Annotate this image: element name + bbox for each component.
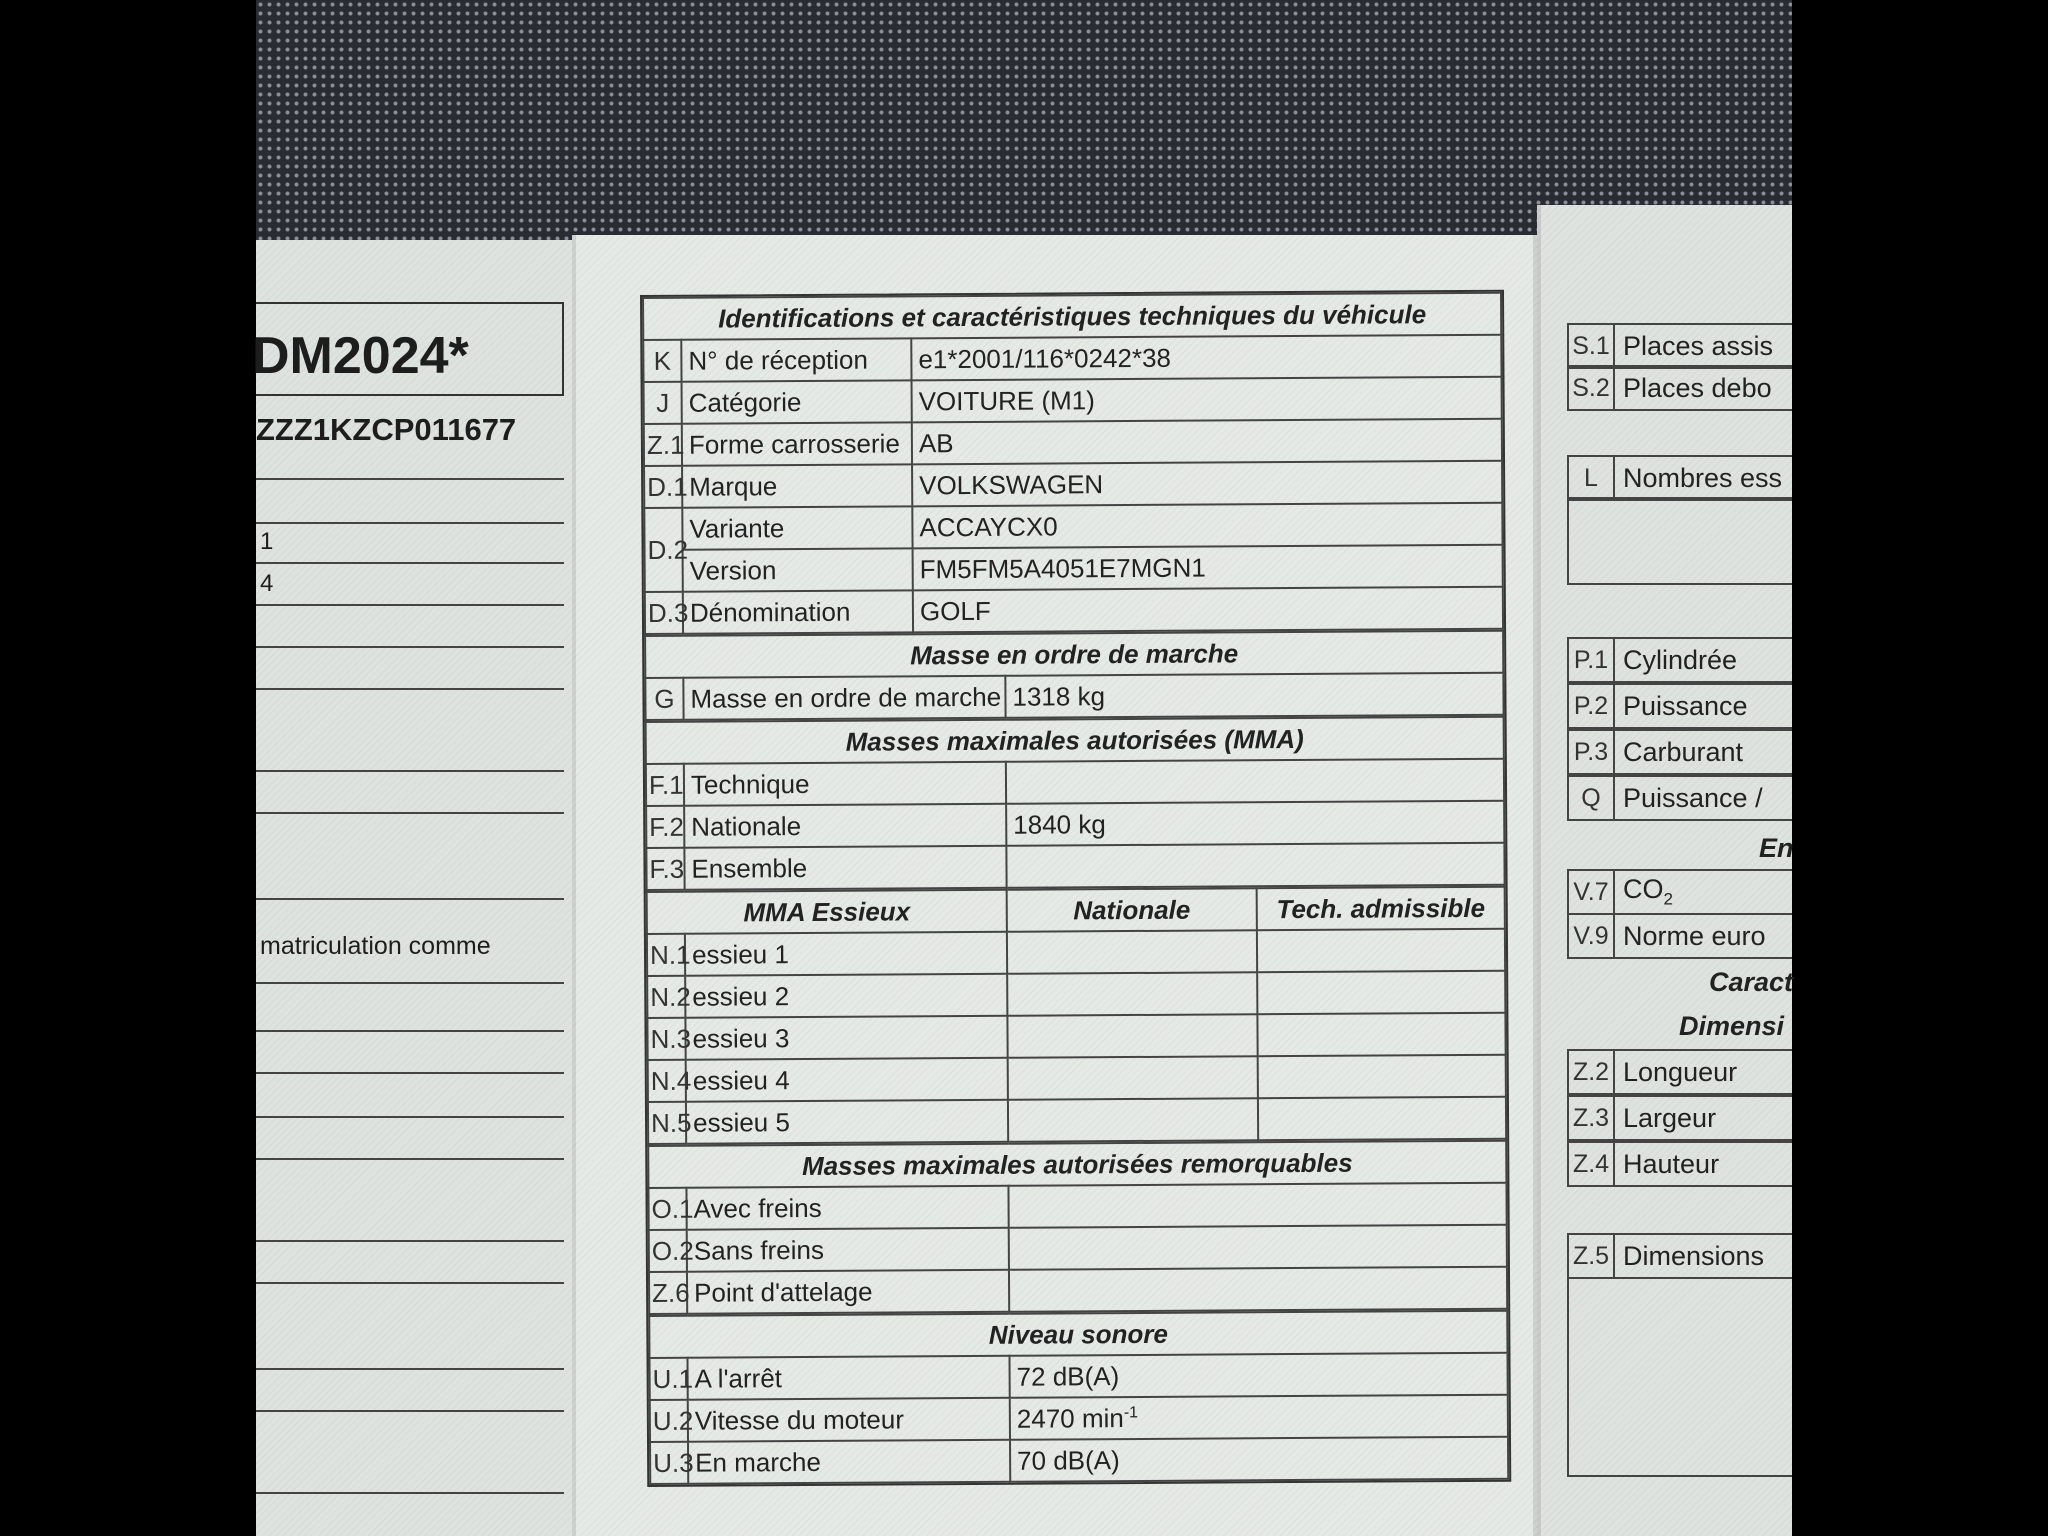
- engine-speed-value: 2470 min: [1016, 1402, 1124, 1434]
- vin-fragment: ZZZ1KZCP011677: [256, 412, 517, 447]
- row-brand: D.1 Marque VOLKSWAGEN: [644, 461, 1502, 508]
- row-noise-moving: U.3 En marche 70 dB(A): [650, 1437, 1508, 1484]
- row-co2: V.7 $CO_2$: [1567, 869, 1792, 915]
- noise-table: [648, 1310, 1509, 1485]
- header-characteristics: Caract: [1709, 967, 1794, 997]
- row-width: Z.3 Largeur: [1567, 1095, 1792, 1141]
- axles-col-national: Nationale: [1007, 888, 1257, 932]
- row-mma-national: F.2 Nationale 1840 kg: [646, 801, 1504, 848]
- row-axle-3: N.3 essieu 3: [647, 1013, 1505, 1060]
- row-mma-combined: F.3 Ensemble: [646, 843, 1504, 890]
- row-denomination: D.3 Dénomination GOLF: [645, 587, 1503, 634]
- row-height: Z.4 Hauteur: [1567, 1141, 1792, 1187]
- engine-speed-unit-exponent: -1: [1123, 1403, 1139, 1421]
- row-body-shape: Z.1 Forme carrosserie AB: [644, 419, 1502, 466]
- row-noise-stationary: U.1 A l'arrêt 72 dB(A): [649, 1353, 1507, 1400]
- row-seats: S.1 Places assis: [1567, 323, 1792, 369]
- identification-table: [642, 292, 1504, 635]
- row-engine-speed: U.2 Vitesse du moteur 2470 $\min^{-1}$: [650, 1395, 1508, 1442]
- mass-section-title: Masse en ordre de marche: [645, 631, 1503, 678]
- row-power-ratio: Q Puissance /: [1567, 775, 1792, 821]
- small-value-2: 4: [260, 570, 274, 597]
- row-tow-braked: O.1 Avec freins: [648, 1183, 1506, 1230]
- row-power: P.2 Puissance: [1567, 683, 1792, 729]
- noise-section-title: Niveau sonore: [649, 1311, 1507, 1358]
- row-standing: S.2 Places debo: [1567, 365, 1792, 411]
- towable-table: [647, 1140, 1508, 1315]
- row-axles-count: L Nombres ess: [1567, 455, 1792, 501]
- row-euro-norm: V.9 Norme euro: [1567, 913, 1792, 959]
- axles-table: [646, 886, 1508, 1145]
- axles-col-tech: Tech. admissible: [1257, 887, 1505, 931]
- header-environment: En: [1759, 833, 1794, 863]
- row-tow-unbraked: O.2 Sans freins: [649, 1225, 1507, 1272]
- right-document-panel: [1537, 205, 1792, 1536]
- left-document-panel: [252, 240, 572, 1536]
- small-value-1: 1: [260, 528, 274, 555]
- row-displacement: P.1 Cylindrée: [1567, 637, 1792, 683]
- mma-table: [645, 716, 1506, 891]
- row-mass: G Masse en ordre de marche 1318 kg: [645, 673, 1503, 720]
- row-fuel: P.3 Carburant: [1567, 729, 1792, 775]
- header-dimensions: Dimensi: [1679, 1011, 1785, 1041]
- towable-section-title: Masses maximales autorisées remorquables: [648, 1141, 1506, 1188]
- row-axle-5: N.5 essieu 5: [648, 1097, 1506, 1144]
- row-hitch-point: Z.6 Point d'attelage: [649, 1267, 1507, 1314]
- row-mma-technical: F.1 Technique: [646, 759, 1504, 806]
- registration-number: DM2024*: [252, 327, 469, 385]
- row-length: Z.2 Longueur: [1567, 1049, 1792, 1095]
- form-title: Identifications et caractéristiques techniques du véhicule: [643, 293, 1501, 340]
- text-fragment: matriculation comme: [260, 932, 491, 960]
- mma-section-title: Masses maximales autorisées (MMA): [646, 717, 1504, 764]
- axles-section-title: MMA Essieux: [647, 890, 1007, 934]
- row-dimensions: Z.5 Dimensions: [1567, 1233, 1792, 1279]
- center-document-panel: [572, 235, 1537, 1536]
- row-variant: D.2 Variante ACCAYCX0: [644, 503, 1502, 550]
- technical-characteristics-form: [640, 290, 1511, 1487]
- mass-table: [644, 630, 1505, 721]
- row-axle-1: N.1 essieu 1: [647, 929, 1505, 976]
- row-axle-2: N.2 essieu 2: [647, 971, 1505, 1018]
- row-axle-4: N.4 essieu 4: [648, 1055, 1506, 1102]
- row-reception-number: K N° de réception e1*2001/116*0242*38: [643, 335, 1501, 382]
- row-version: Version FM5FM5A4051E7MGN1: [645, 545, 1503, 592]
- row-category: J Catégorie VOITURE (M1): [644, 377, 1502, 424]
